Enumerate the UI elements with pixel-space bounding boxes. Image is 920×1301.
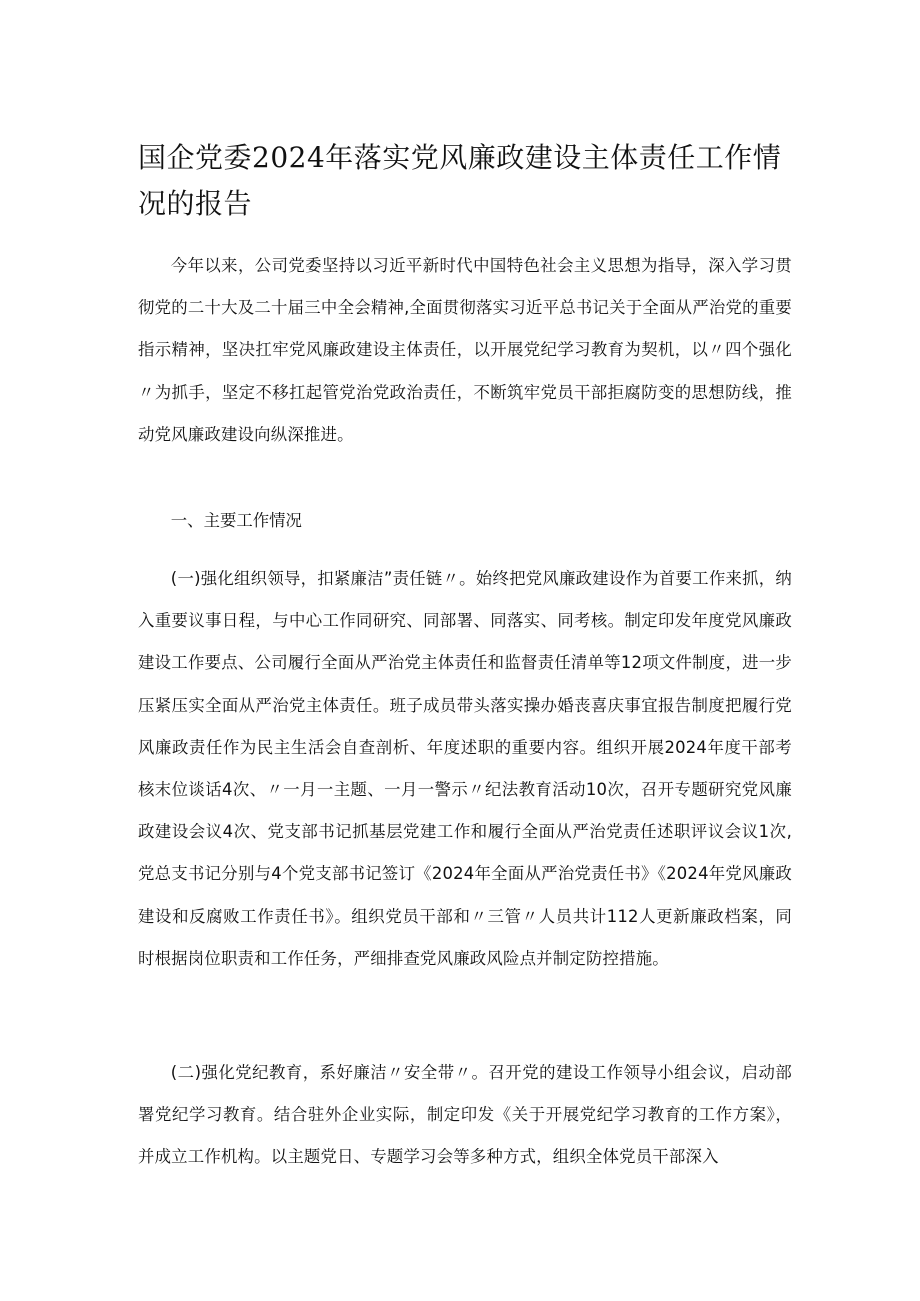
paragraph-discipline-education: (二)强化党纪教育，系好廉洁〃安全带〃。召开党的建设工作领导小组会议，启动部署党纪学习教育。结合驻外企业实际，制定印发《关于开展党纪学习教育的工作方案》，并成立工作机构。以主题党日、专题学习会等多种方式，组织全体党员干部深入 xyxy=(138,1063,792,1167)
paragraph-organization-leadership: (一)强化组织领导，扣紧廉洁”责任链〃。始终把党风廉政建设作为首要工作来抓，纳入重要议事日程，与中心工作同研究、同部署、同落实、同考核。制定印发年度党风廉政建设工作要点、公司履行全面从严治党主体责任和监督责任清单等12项文件制度，进一步压紧压实全面从严治党主体责任。班子成员带头落实操办婚丧喜庆事宜报告制度把履行党风廉政责任作为民主生活会自查剖析、年度述职的重要内容。组织开展2024年度干部考核末位谈话4次、〃一月一主题、一月一警示〃纪法教育活动10次，召开专题研究党风廉政建设会议4次、党支部书记抓基层党建工作和履行全面从严治党责任述职评议会议1次,党总支书记分别与4个党支部书记签订《2024年全面从严治党责任书》《2024年党风廉政建设和反腐败工作责任书》。组织党员干部和〃三管〃人员共计112人更新廉政档案，同时根据岗位职责和工作任务，严细排查党风廉政风险点并制定防控措施。 xyxy=(138,569,792,968)
document-title: 国企党委2024年落实党风廉政建设主体责任工作情况的报告 xyxy=(138,141,782,220)
section-heading-main-work: 一、主要工作情况 xyxy=(170,511,302,530)
intro-paragraph: 今年以来，公司党委坚持以习近平新时代中国特色社会主义思想为指导，深入学习贯彻党的二十大及二十届三中全会精神,全面贯彻落实习近平总书记关于全面从严治党的重要指示精神，坚决扛牢党风廉政建设主体责任，以开展党纪学习教育为契机，以〃四个强化〃为抓手，坚定不移扛起管党治党政治责任，不断筑牢党员干部拒腐防变的思想防线，推动党风廉政建设向纵深推进。 xyxy=(138,256,792,444)
